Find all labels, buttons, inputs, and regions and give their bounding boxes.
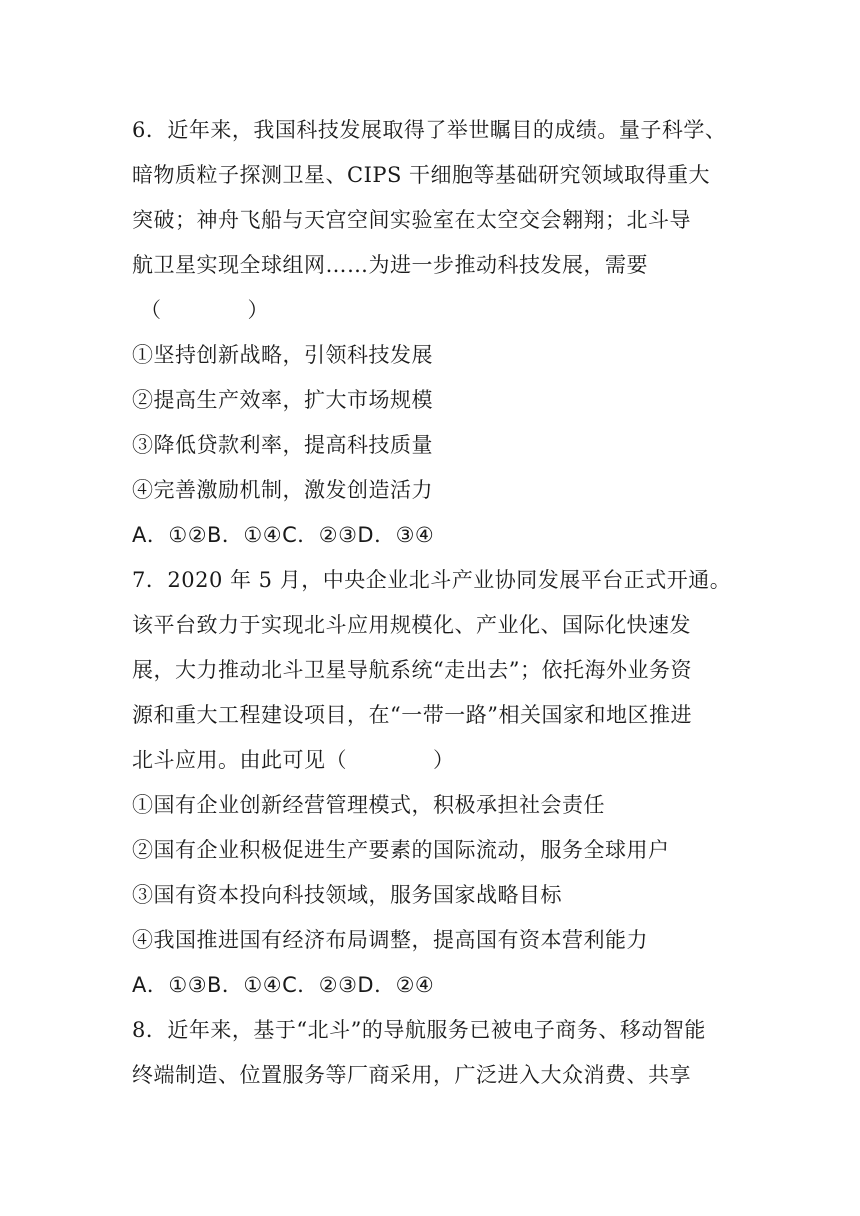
question-6-stem-line: 航卫星实现全球组网……为进一步推动科技发展，需要 bbox=[132, 253, 648, 277]
question-8-stem-line: 8．近年来，基于“北斗”的导航服务已被电子商务、移动智能 bbox=[132, 1018, 706, 1042]
question-6-answer-blank: （ ） bbox=[140, 298, 269, 322]
question-6-stem-line: 6．近年来，我国科技发展取得了举世瞩目的成绩。量子科学、 bbox=[132, 118, 727, 142]
question-7-option: ③国有资本投向科技领域，服务国家战略目标 bbox=[132, 883, 562, 907]
question-7-stem-line: 北斗应用。由此可见（ ） bbox=[132, 748, 455, 772]
question-6-stem-line: 突破；神舟飞船与天宫空间实验室在太空交会翱翔；北斗导 bbox=[132, 208, 691, 232]
question-7-option: ①国有企业创新经营管理模式，积极承担社会责任 bbox=[132, 793, 605, 817]
question-6-option: ③降低贷款利率，提高科技质量 bbox=[132, 433, 433, 457]
question-8-stem-line: 终端制造、位置服务等厂商采用，广泛进入大众消费、共享 bbox=[132, 1063, 691, 1087]
question-6 bbox=[132, 108, 742, 558]
question-7-stem-line: 7．2020 年 5 月，中央企业北斗产业协同发展平台正式开通。 bbox=[132, 568, 732, 592]
question-6-answer-choices: A．①②B．①④C．②③D．③④ bbox=[132, 523, 435, 547]
question-7-answer-choices: A．①③B．①④C．②③D．②④ bbox=[132, 973, 435, 997]
question-6-option: ①坚持创新战略，引领科技发展 bbox=[132, 343, 433, 367]
question-6-option: ④完善激励机制，激发创造活力 bbox=[132, 478, 433, 502]
question-7-option: ④我国推进国有经济布局调整，提高国有资本营利能力 bbox=[132, 928, 648, 952]
question-7-option: ②国有企业积极促进生产要素的国际流动，服务全球用户 bbox=[132, 838, 670, 862]
question-6-option: ②提高生产效率，扩大市场规模 bbox=[132, 388, 433, 412]
document-content bbox=[132, 108, 742, 1098]
question-7-stem-line: 展，大力推动北斗卫星导航系统“走出去”；依托海外业务资 bbox=[132, 658, 692, 682]
question-6-stem-line: 暗物质粒子探测卫星、CIPS 干细胞等基础研究领域取得重大 bbox=[132, 163, 711, 187]
question-7-stem-line: 该平台致力于实现北斗应用规模化、产业化、国际化快速发 bbox=[132, 613, 691, 637]
question-7 bbox=[132, 558, 742, 1008]
question-7-stem-line: 源和重大工程建设项目，在“一带一路”相关国家和地区推进 bbox=[132, 703, 692, 727]
question-8 bbox=[132, 1008, 742, 1098]
